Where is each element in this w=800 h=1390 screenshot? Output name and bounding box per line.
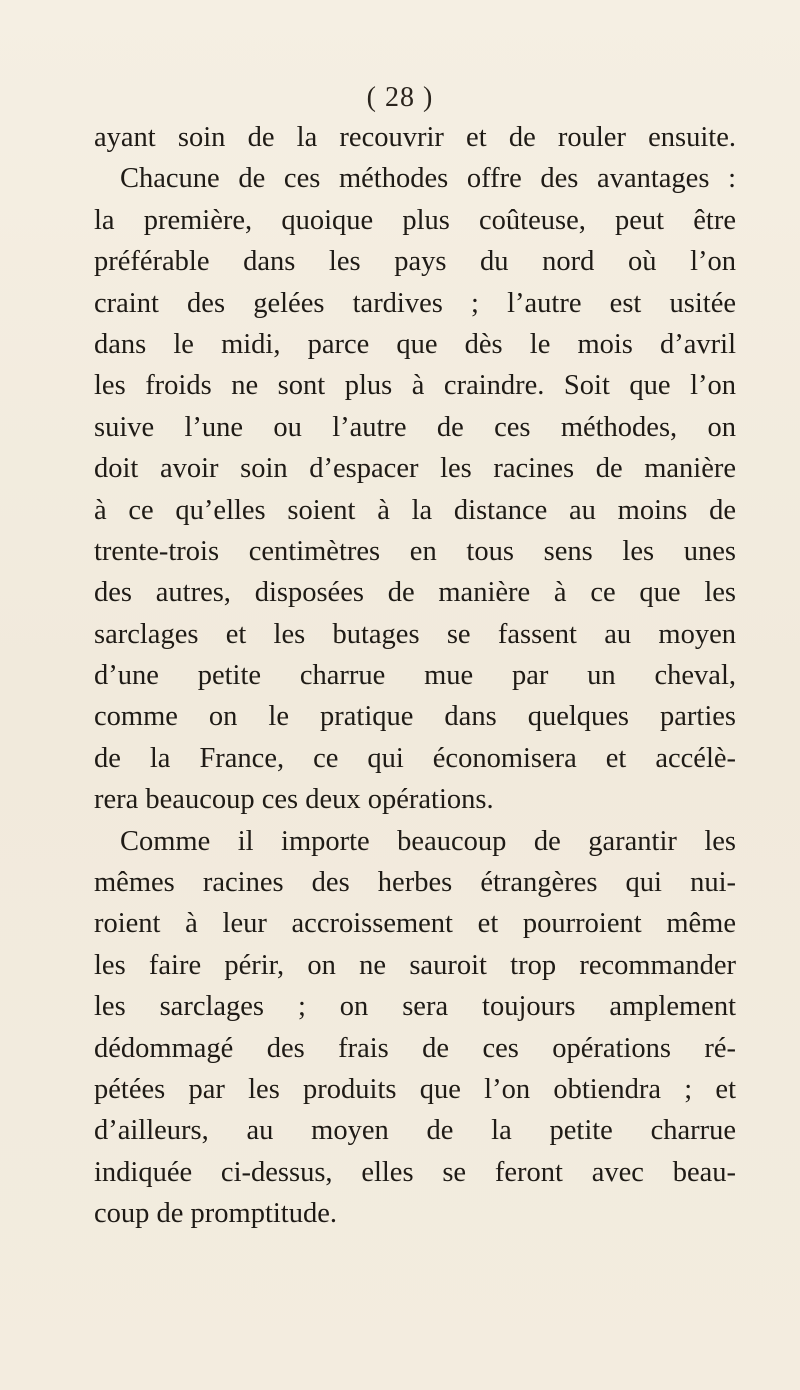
text-line: de la France, ce qui économisera et accélè- [94, 742, 736, 774]
text-line: pétées par les produits que l’on obtiendra ; et [94, 1073, 736, 1105]
text-line: préférable dans les pays du nord où l’on [94, 246, 736, 278]
text-line: mêmes racines des herbes étrangères qui nui- [94, 867, 736, 899]
text-line: trente-trois centimètres en tous sens les unes [94, 535, 736, 567]
text-line: craint des gelées tardives ; l’autre est usitée [94, 287, 736, 319]
text-line: roient à leur accroissement et pourroient même [94, 908, 736, 940]
text-line: les froids ne sont plus à craindre. Soit que l’on [94, 370, 736, 402]
text-line: coup de promptitude. [94, 1198, 337, 1230]
body-text [94, 117, 736, 1235]
text-line: dans le midi, parce que dès le mois d’avril [94, 328, 736, 360]
text-line: Chacune de ces méthodes offre des avantages : [120, 163, 736, 195]
text-line: les sarclages ; on sera toujours amplement [94, 991, 736, 1023]
text-line: rera beaucoup ces deux opérations. [94, 784, 494, 816]
text-line: d’une petite charrue mue par un cheval, [94, 660, 736, 692]
text-line: Comme il importe beaucoup de garantir les [120, 825, 736, 857]
text-line: la première, quoique plus coûteuse, peut être [94, 204, 736, 236]
page-number: ( 28 ) [366, 82, 434, 113]
text-line: indiquée ci-dessus, elles se feront avec beau- [94, 1156, 736, 1188]
text-line: doit avoir soin d’espacer les racines de manière [94, 453, 736, 485]
text-line: dédommagé des frais de ces opérations ré- [94, 1032, 736, 1064]
text-line: à ce qu’elles soient à la distance au moins de [94, 494, 736, 526]
text-line: des autres, disposées de manière à ce que les [94, 577, 736, 609]
text-line: les faire périr, on ne sauroit trop recommander [94, 949, 736, 981]
text-line: comme on le pratique dans quelques parties [94, 701, 736, 733]
text-line: suive l’une ou l’autre de ces méthodes, on [94, 411, 736, 443]
text-line: sarclages et les butages se fassent au moyen [94, 618, 736, 650]
text-line: d’ailleurs, au moyen de la petite charrue [94, 1115, 736, 1147]
text-line: ayant soin de la recouvrir et de rouler ensuite. [94, 122, 736, 153]
